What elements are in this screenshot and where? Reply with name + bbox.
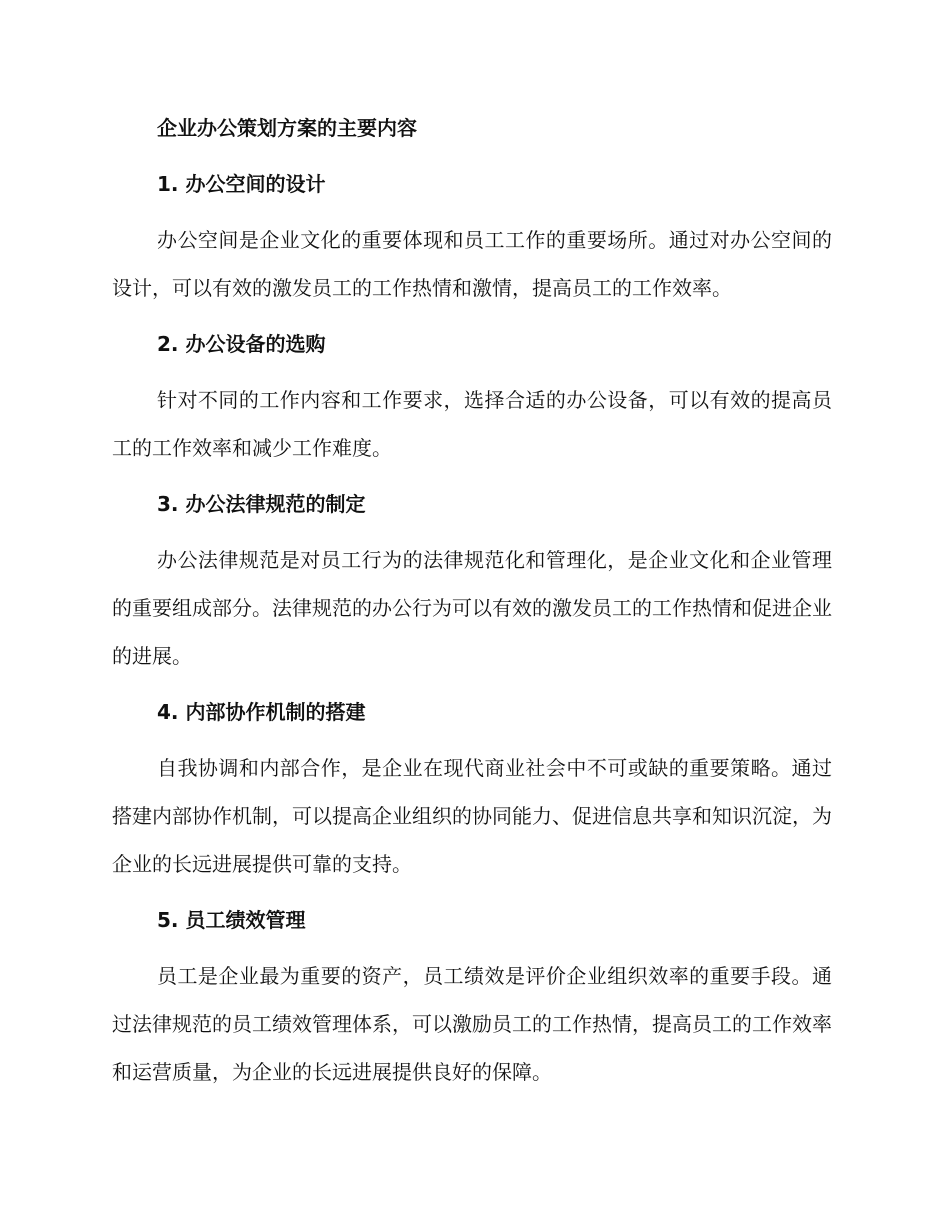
section-paragraph: 针对不同的工作内容和工作要求，选择合适的办公设备，可以有效的提高员工的工作效率和减少工作难度。 — [112, 388, 832, 460]
section-office-space — [112, 160, 832, 312]
section-office-regulations — [112, 480, 832, 680]
section-performance-management — [112, 896, 832, 1096]
document-title: 企业办公策划方案的主要内容 — [157, 116, 417, 140]
section-heading: 2. 办公设备的选购 — [157, 332, 326, 356]
section-paragraph: 办公空间是企业文化的重要体现和员工工作的重要场所。通过对办公空间的设计，可以有效的激发员工的工作热情和激情，提高员工的工作效率。 — [112, 228, 832, 300]
section-heading: 4. 内部协作机制的搭建 — [157, 700, 366, 724]
section-office-equipment — [112, 320, 832, 472]
section-internal-collaboration — [112, 688, 832, 888]
section-paragraph: 自我协调和内部合作，是企业在现代商业社会中不可或缺的重要策略。通过搭建内部协作机制，可以提高企业组织的协同能力、促进信息共享和知识沉淀，为企业的长远进展提供可靠的支持。 — [112, 756, 832, 876]
section-paragraph: 办公法律规范是对员工行为的法律规范化和管理化，是企业文化和企业管理的重要组成部分。法律规范的办公行为可以有效的激发员工的工作热情和促进企业的进展。 — [112, 548, 832, 668]
document-page — [112, 104, 832, 1104]
section-heading: 1. 办公空间的设计 — [157, 172, 326, 196]
section-paragraph: 员工是企业最为重要的资产，员工绩效是评价企业组织效率的重要手段。通过法律规范的员工绩效管理体系，可以激励员工的工作热情，提高员工的工作效率和运营质量，为企业的长远进展提供良好的保障。 — [112, 964, 832, 1084]
section-heading: 3. 办公法律规范的制定 — [157, 492, 366, 516]
section-heading: 5. 员工绩效管理 — [157, 908, 306, 932]
